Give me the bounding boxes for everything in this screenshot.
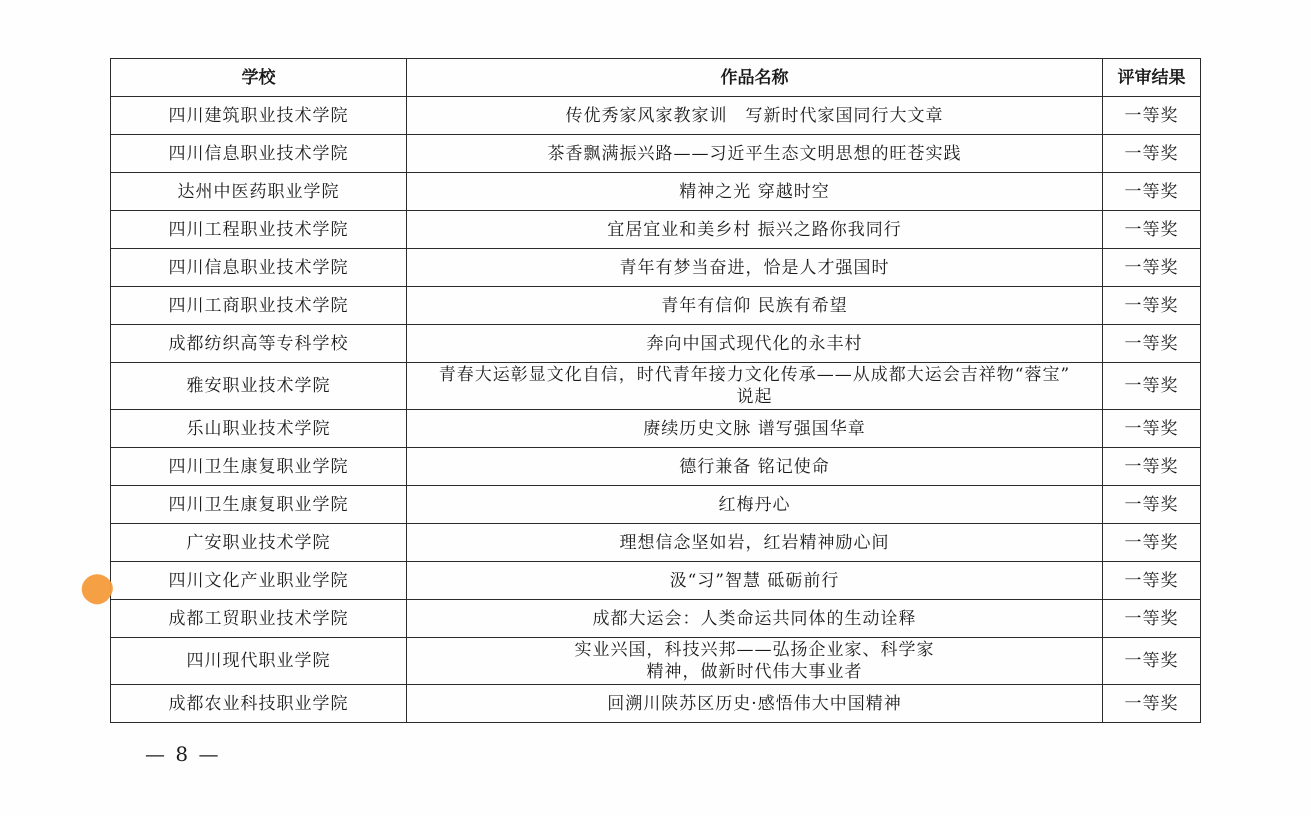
result-cell: 一等奖 [1103, 287, 1201, 325]
awards-table [110, 58, 1201, 723]
school-cell: 四川文化产业职业学院 [111, 562, 407, 600]
school-cell: 四川卫生康复职业学院 [111, 486, 407, 524]
table-row [111, 562, 1201, 600]
school-cell: 达州中医药职业学院 [111, 173, 407, 211]
school-cell: 四川信息职业技术学院 [111, 249, 407, 287]
work-title-cell: 德行兼备 铭记使命 [407, 448, 1103, 486]
result-cell: 一等奖 [1103, 97, 1201, 135]
table-row [111, 524, 1201, 562]
table-row [111, 685, 1201, 723]
work-title-cell: 青春大运彰显文化自信，时代青年接力文化传承——从成都大运会吉祥物“蓉宝” 说起 [407, 363, 1103, 410]
table-row [111, 486, 1201, 524]
table-row [111, 600, 1201, 638]
work-title-cell: 宜居宜业和美乡村 振兴之路你我同行 [407, 211, 1103, 249]
school-cell: 成都工贸职业技术学院 [111, 600, 407, 638]
school-cell: 四川卫生康复职业学院 [111, 448, 407, 486]
work-title-cell: 青年有信仰 民族有希望 [407, 287, 1103, 325]
school-cell: 四川现代职业学院 [111, 638, 407, 685]
result-cell: 一等奖 [1103, 325, 1201, 363]
work-title-cell: 精神之光 穿越时空 [407, 173, 1103, 211]
work-title-cell: 红梅丹心 [407, 486, 1103, 524]
result-cell: 一等奖 [1103, 638, 1201, 685]
result-cell: 一等奖 [1103, 562, 1201, 600]
result-cell: 一等奖 [1103, 448, 1201, 486]
result-cell: 一等奖 [1103, 173, 1201, 211]
work-title-cell: 理想信念坚如岩，红岩精神励心间 [407, 524, 1103, 562]
work-title-cell: 奔向中国式现代化的永丰村 [407, 325, 1103, 363]
result-cell: 一等奖 [1103, 685, 1201, 723]
header-work-title: 作品名称 [407, 59, 1103, 97]
table-row [111, 325, 1201, 363]
school-cell: 四川信息职业技术学院 [111, 135, 407, 173]
school-cell: 雅安职业技术学院 [111, 363, 407, 410]
work-title-cell: 汲“习”智慧 砥砺前行 [407, 562, 1103, 600]
result-cell: 一等奖 [1103, 600, 1201, 638]
table-row [111, 410, 1201, 448]
table-row [111, 97, 1201, 135]
header-result: 评审结果 [1103, 59, 1201, 97]
school-cell: 四川建筑职业技术学院 [111, 97, 407, 135]
result-cell: 一等奖 [1103, 135, 1201, 173]
result-cell: 一等奖 [1103, 363, 1201, 410]
table-row [111, 448, 1201, 486]
table-row [111, 287, 1201, 325]
table-row [111, 363, 1201, 410]
school-cell: 广安职业技术学院 [111, 524, 407, 562]
result-cell: 一等奖 [1103, 211, 1201, 249]
work-title-cell: 茶香飘满振兴路——习近平生态文明思想的旺苍实践 [407, 135, 1103, 173]
table-row [111, 211, 1201, 249]
work-title-cell: 赓续历史文脉 谱写强国华章 [407, 410, 1103, 448]
work-title-cell: 青年有梦当奋进，恰是人才强国时 [407, 249, 1103, 287]
header-school: 学校 [111, 59, 407, 97]
school-cell: 成都纺织高等专科学校 [111, 325, 407, 363]
school-cell: 四川工商职业技术学院 [111, 287, 407, 325]
result-cell: 一等奖 [1103, 524, 1201, 562]
school-cell: 四川工程职业技术学院 [111, 211, 407, 249]
table-header-row [111, 59, 1201, 97]
table-row [111, 135, 1201, 173]
result-cell: 一等奖 [1103, 410, 1201, 448]
table-row [111, 638, 1201, 685]
page-number: — 8 — [145, 742, 221, 766]
table-row [111, 173, 1201, 211]
work-title-cell: 实业兴国，科技兴邦——弘扬企业家、科学家 精神，做新时代伟大事业者 [407, 638, 1103, 685]
result-cell: 一等奖 [1103, 249, 1201, 287]
school-cell: 成都农业科技职业学院 [111, 685, 407, 723]
table-row [111, 249, 1201, 287]
result-cell: 一等奖 [1103, 486, 1201, 524]
work-title-cell: 传优秀家风家教家训 写新时代家国同行大文章 [407, 97, 1103, 135]
work-title-cell: 成都大运会：人类命运共同体的生动诠释 [407, 600, 1103, 638]
work-title-cell: 回溯川陕苏区历史·感悟伟大中国精神 [407, 685, 1103, 723]
school-cell: 乐山职业技术学院 [111, 410, 407, 448]
